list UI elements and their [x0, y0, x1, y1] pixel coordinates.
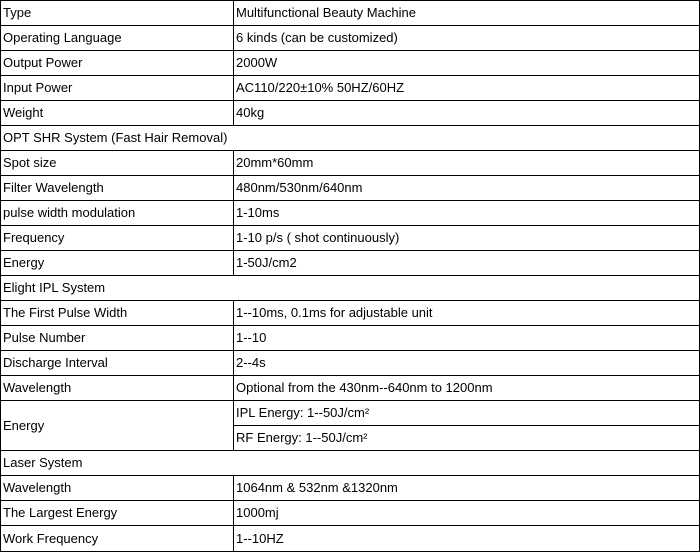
spec-label: Spot size: [1, 151, 234, 176]
spec-value: RF Energy: 1--50J/cm²: [234, 426, 700, 451]
spec-label: Output Power: [1, 51, 234, 76]
table-row: [1, 251, 700, 276]
spec-value: Optional from the 430nm--640nm to 1200nm: [234, 376, 700, 401]
spec-value: 2000W: [234, 51, 700, 76]
spec-value: 1-10ms: [234, 201, 700, 226]
spec-label: Energy: [1, 401, 234, 451]
table-row: [1, 151, 700, 176]
spec-value: 40kg: [234, 101, 700, 126]
table-row: [1, 326, 700, 351]
spec-label: Input Power: [1, 76, 234, 101]
table-row: [1, 351, 700, 376]
spec-value: 1--10HZ: [234, 526, 700, 552]
table-row: [1, 301, 700, 326]
table-row: [1, 1, 700, 26]
spec-label: Frequency: [1, 226, 234, 251]
spec-value: 2--4s: [234, 351, 700, 376]
table-row: [1, 76, 700, 101]
table-row: [1, 51, 700, 76]
table-row: [1, 526, 700, 552]
section-heading: Laser System: [1, 451, 700, 476]
spec-label: Wavelength: [1, 376, 234, 401]
spec-value: 1--10: [234, 326, 700, 351]
spec-label: Operating Language: [1, 26, 234, 51]
spec-label: Discharge Interval: [1, 351, 234, 376]
spec-label: Type: [1, 1, 234, 26]
spec-value: 480nm/530nm/640nm: [234, 176, 700, 201]
section-heading: OPT SHR System (Fast Hair Removal): [1, 126, 700, 151]
spec-value: 1-10 p/s ( shot continuously): [234, 226, 700, 251]
spec-value: Multifunctional Beauty Machine: [234, 1, 700, 26]
spec-label: The First Pulse Width: [1, 301, 234, 326]
table-row: [1, 176, 700, 201]
spec-value: 1-50J/cm2: [234, 251, 700, 276]
spec-label: Weight: [1, 101, 234, 126]
spec-label: Work Frequency: [1, 526, 234, 552]
table-row: [1, 26, 700, 51]
section-heading: Elight IPL System: [1, 276, 700, 301]
spec-value: 1000mj: [234, 501, 700, 526]
spec-label: Wavelength: [1, 476, 234, 501]
table-row: [1, 376, 700, 401]
section-row: [1, 276, 700, 301]
table-row: [1, 201, 700, 226]
spec-label: pulse width modulation: [1, 201, 234, 226]
table-row: [1, 476, 700, 501]
spec-value: 1064nm & 532nm &1320nm: [234, 476, 700, 501]
section-row: [1, 126, 700, 151]
table-row: [1, 101, 700, 126]
spec-value: AC110/220±10% 50HZ/60HZ: [234, 76, 700, 101]
spec-value: 6 kinds (can be customized): [234, 26, 700, 51]
section-row: [1, 451, 700, 476]
table-row: [1, 401, 700, 426]
spec-value: 20mm*60mm: [234, 151, 700, 176]
spec-value: IPL Energy: 1--50J/cm²: [234, 401, 700, 426]
spec-label: Filter Wavelength: [1, 176, 234, 201]
spec-label: The Largest Energy: [1, 501, 234, 526]
table-row: [1, 501, 700, 526]
spec-label: Energy: [1, 251, 234, 276]
spec-value: 1--10ms, 0.1ms for adjustable unit: [234, 301, 700, 326]
table-row: [1, 226, 700, 251]
spec-label: Pulse Number: [1, 326, 234, 351]
